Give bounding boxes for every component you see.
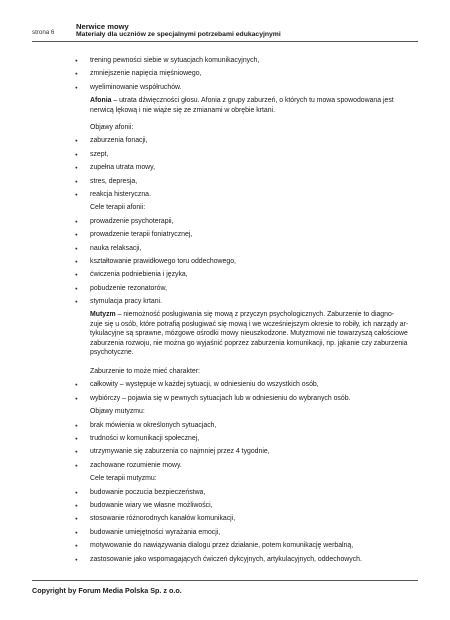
label-cele-mutyzmu: Cele terapii mutyzmu:	[90, 475, 157, 483]
list-item: ● prowadzenie psychoterapii,	[90, 217, 174, 226]
list-item: ● stymulacja pracy krtani.	[90, 297, 162, 306]
afonia-line-2: nerwicą lękową i nie wiąże się ze zmianami w obrębie krtani.	[90, 106, 275, 114]
mutyzm-line-5: psychotyczne.	[90, 349, 134, 357]
list-item: ● zachowane rozumienie mowy.	[90, 461, 182, 470]
list-item: ● budowanie poczucia bezpieczeństwa,	[90, 488, 205, 497]
footer-divider	[32, 580, 418, 581]
list-item: ● trening pewności siebie w sytuacjach komunikacyjnych,	[90, 56, 259, 65]
list-item: ● motywowanie do nawiązywania dialogu przez działanie, potem komunikację werbalną,	[90, 541, 353, 550]
list-item: ● ćwiczenia podniebienia i języka,	[90, 270, 188, 279]
header-subtitle: Materiały dla uczniów ze specjalnymi potrzebami edukacyjnymi	[76, 31, 281, 38]
paragraph-afonia	[90, 96, 420, 115]
label-charakter: Zaburzenie to może mieć charakter:	[90, 368, 200, 375]
afonia-line-1: Afonia – utrata dźwięczności głosu. Afonia z grupy zaburzeń, o których tu mowa spowodowana jest	[90, 97, 394, 104]
list-item: ● trudności w komunikacji społecznej,	[90, 434, 199, 443]
mutyzm-line-2: zuje się u osób, które potrafią posługiwać się mową i we wcześniejszym okresie to robiły, ich narządy ar-	[90, 320, 409, 328]
list-item: ● brak mówienia w określonych sytuacjach,	[90, 421, 216, 430]
list-item: ● stosowanie różnorodnych kanałów komunikacji,	[90, 514, 235, 523]
list-item: ● pobudzenie rezonatorów,	[90, 284, 167, 293]
list-item: ● kształtowanie prawidłowego toru oddechowego,	[90, 257, 236, 266]
term-afonia: Afonia	[90, 97, 112, 104]
list-item: ● nauka relaksacji,	[90, 244, 141, 253]
list-item: ● budowanie wiary we własne możliwości,	[90, 501, 213, 510]
list-item: ● szept,	[90, 150, 108, 159]
label-objawy-mutyzmu: Objawy mutyzmu:	[90, 408, 145, 416]
list-item: ● zastosowanie jako wspomagających ćwiczeń dykcyjnych, artykulacyjnych, oddechowych.	[90, 555, 362, 564]
list-item: ● zmniejszenie napięcia mięśniowego,	[90, 69, 201, 78]
mutyzm-line-1: Mutyzm – niemożność posługiwania się mową z przyczyn psychologicznych. Zaburzenie to diagno-	[90, 311, 395, 318]
header-title: Nerwice mowy	[76, 22, 129, 31]
list-item: ● zaburzenia fonacji,	[90, 136, 147, 145]
list-item: ● budowanie umiejętności wyrażania emocji,	[90, 528, 220, 537]
header-divider	[32, 41, 418, 42]
list-item: ● zupełna utrata mowy,	[90, 163, 155, 172]
list-item: ● całkowity – występuje w każdej sytuacji, w odniesieniu do wszystkich osób,	[90, 380, 319, 389]
list-item: ● reakcja histeryczna.	[90, 190, 151, 199]
mutyzm-line-4: zaburzenia rozwoju, nie można go wyjaśnić poprzez zaburzenia komunikacji, np. jąkanie czy zaburzenia	[90, 339, 408, 347]
list-item: ● prowadzenie terapii foniatrycznej,	[90, 230, 192, 239]
list-item: ● stres, depresja,	[90, 177, 137, 186]
list-item: ● wybiórczy – pojawia się w pewnych sytuacjach lub w odniesieniu do wybranych osób.	[90, 394, 350, 403]
mutyzm-line-3: tykulacyjne są sprawne, mózgowe ośrodki mowy nieuszkodzone. Mutyzmowi nie towarzyszą całościowe	[90, 330, 408, 338]
paragraph-mutyzm	[90, 310, 420, 358]
footer-copyright: Copyright by Forum Media Polska Sp. z o.o.	[32, 586, 182, 595]
page-number: strona 6	[32, 29, 55, 36]
term-mutyzm: Mutyzm	[90, 311, 116, 318]
list-item: ● utrzymywanie się zaburzenia co najmniej przez 4 tygodnie,	[90, 447, 270, 456]
list-item: ● wyeliminowanie współruchów.	[90, 83, 182, 92]
label-cele-afonii: Cele terapii afonii:	[90, 204, 146, 212]
label-objawy-afonii: Objawy afonii:	[90, 124, 134, 131]
